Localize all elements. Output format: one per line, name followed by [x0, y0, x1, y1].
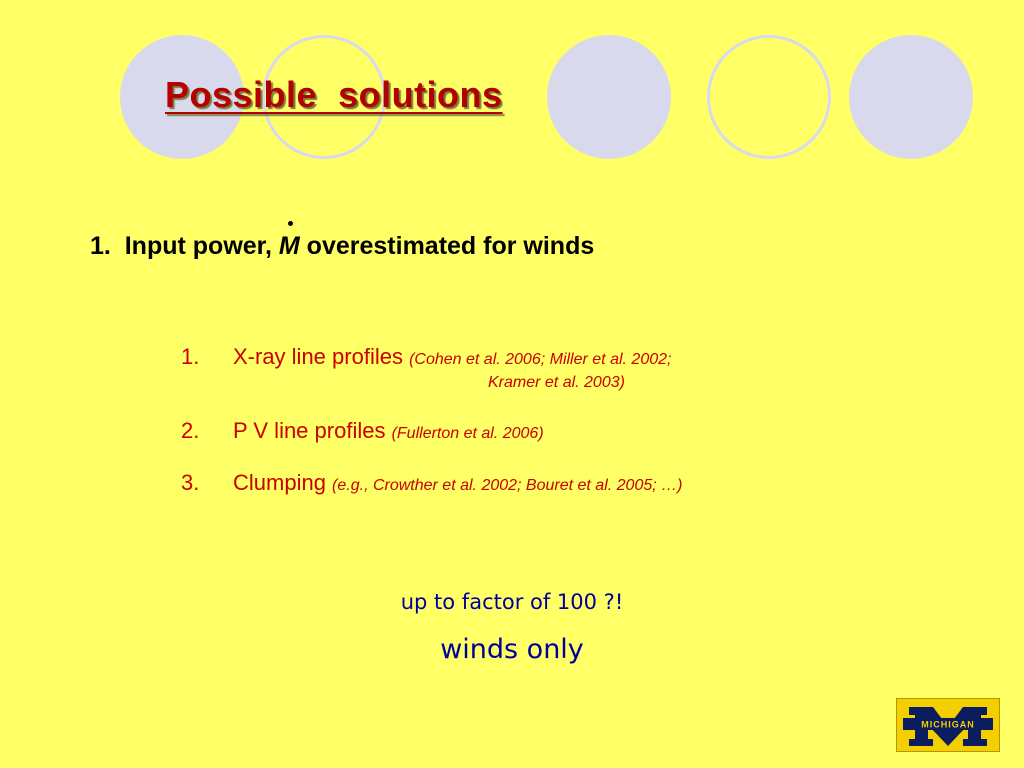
subpoint-reference: (Cohen et al. 2006; Miller et al. 2002;: [409, 351, 672, 368]
decor-circle-3: [547, 35, 671, 159]
logo-text: MICHIGAN: [921, 719, 975, 730]
mass-loss-rate-symbol: M: [278, 232, 300, 260]
main-point-suffix: overestimated for winds: [299, 232, 595, 260]
subpoint-label: Clumping: [233, 470, 333, 495]
subpoint-text: [233, 418, 544, 444]
main-point: [90, 232, 594, 261]
subpoint-label: P V line profiles: [233, 418, 392, 443]
subpoint-text: [233, 344, 671, 370]
subpoint-reference: (Fullerton et al. 2006): [391, 425, 544, 442]
subpoint-text: [233, 470, 682, 496]
subpoint-reference-continued: Kramer et al. 2003): [488, 374, 625, 391]
michigan-logo: [896, 698, 1000, 752]
main-point-prefix: 1. Input power,: [90, 232, 279, 260]
subpoint-label: X-ray line profiles: [233, 344, 410, 369]
slide-title: Possible solutions: [165, 74, 503, 115]
subpoint-number: 3.: [181, 470, 200, 495]
michigan-block-m-icon: [897, 699, 999, 751]
factor-note: up to factor of 100 ?!: [400, 590, 624, 614]
subpoint-number: 2.: [181, 418, 200, 443]
decor-circle-5: [849, 35, 973, 159]
decor-circle-4: [707, 35, 831, 159]
subpoint-reference: (e.g., Crowther et al. 2002; Bouret et al. 2005; …): [332, 477, 683, 494]
subpoint-number: 1.: [181, 344, 200, 369]
winds-note: winds only: [440, 634, 584, 665]
